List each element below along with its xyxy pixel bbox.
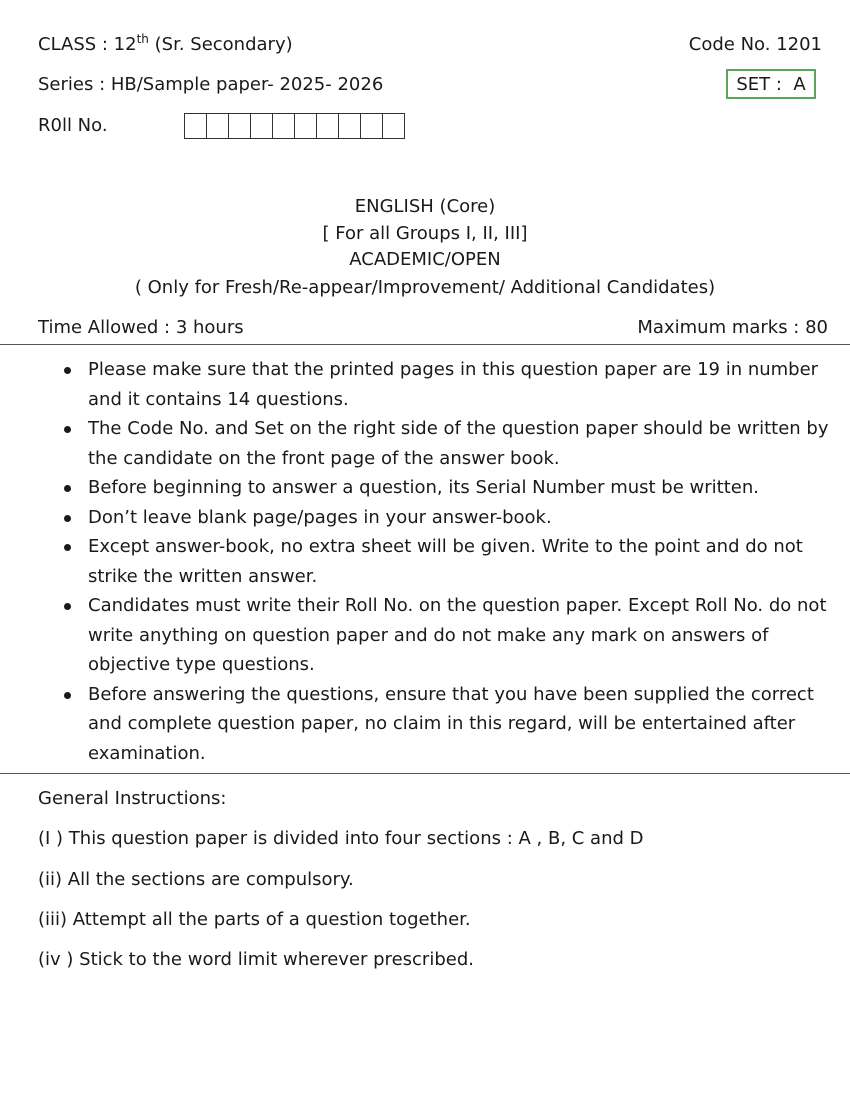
roll-digit-box[interactable] [206, 113, 229, 139]
set-label: SET : A [736, 73, 806, 95]
roll-number-label: R0ll No. [38, 115, 108, 136]
instruction-item: Please make sure that the printed pages in this question paper are 19 in number and it contains 14 questions. [60, 355, 835, 414]
roll-digit-box[interactable] [294, 113, 317, 139]
instruction-item: Before answering the questions, ensure that you have been supplied the correct and complete question paper, no claim in this regard, will be entertained after examination. [60, 680, 835, 769]
maximum-marks: Maximum marks : 80 [637, 317, 828, 338]
divider [0, 773, 850, 774]
instruction-item: The Code No. and Set on the right side of the question paper should be written by the candidate on the front page of the answer book. [60, 414, 835, 473]
roll-digit-box[interactable] [250, 113, 273, 139]
class-prefix: CLASS : 12 [38, 34, 137, 55]
candidates-line: ( Only for Fresh/Re-appear/Improvement/ Additional Candidates) [134, 277, 716, 298]
general-instruction-item: (iv ) Stick to the word limit wherever prescribed. [38, 949, 474, 970]
roll-digit-box[interactable] [338, 113, 361, 139]
roll-number-boxes[interactable] [184, 113, 405, 139]
roll-digit-box[interactable] [272, 113, 295, 139]
general-instruction-item: (ii) All the sections are compulsory. [38, 869, 354, 890]
groups-line: [ For all Groups I, II, III] [322, 223, 528, 244]
general-instruction-item: (iii) Attempt all the parts of a question together. [38, 909, 471, 930]
subject-title: ENGLISH (Core) [354, 196, 496, 217]
general-instructions-title: General Instructions: [38, 788, 227, 809]
class-superscript: th [136, 32, 149, 46]
roll-digit-box[interactable] [360, 113, 383, 139]
series-line: Series : HB/Sample paper- 2025- 2026 [38, 74, 384, 95]
time-allowed: Time Allowed : 3 hours [38, 317, 244, 338]
general-instruction-item: (I ) This question paper is divided into four sections : A , B, C and D [38, 828, 644, 849]
roll-digit-box[interactable] [316, 113, 339, 139]
set-box [726, 69, 816, 99]
roll-digit-box[interactable] [228, 113, 251, 139]
instructions-list [60, 355, 835, 768]
divider [0, 344, 850, 345]
instruction-item: Except answer-book, no extra sheet will be given. Write to the point and do not strike the written answer. [60, 532, 835, 591]
class-line [38, 34, 293, 55]
instruction-item: Candidates must write their Roll No. on the question paper. Except Roll No. do not write anything on question paper and do not make any mark on answers of objective type questions. [60, 591, 835, 680]
instruction-item: Before beginning to answer a question, its Serial Number must be written. [60, 473, 835, 503]
class-suffix: (Sr. Secondary) [148, 34, 293, 55]
mode-line: ACADEMIC/OPEN [349, 249, 501, 270]
code-number: Code No. 1201 [688, 34, 822, 55]
roll-digit-box[interactable] [184, 113, 207, 139]
instruction-item: Don’t leave blank page/pages in your answer-book. [60, 503, 835, 533]
roll-digit-box[interactable] [382, 113, 405, 139]
